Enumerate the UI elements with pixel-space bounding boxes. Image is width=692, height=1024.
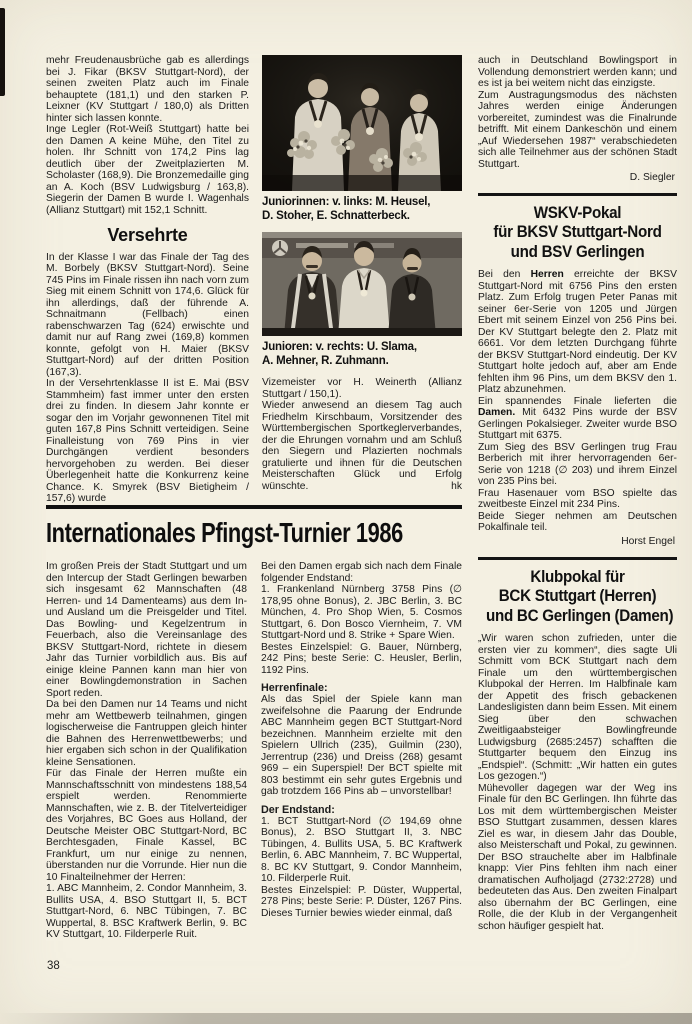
juniorinnen-photo — [262, 55, 462, 191]
right-column — [478, 55, 677, 932]
paragraph: Bestes Einzelspiel: G. Bauer, Nürnberg, 242 Pins; beste Serie: C. Heusler, Berlin, 1192 Pins. — [261, 641, 462, 676]
paragraph: Da bei den Damen nur 14 Teams und nicht mehr am Wettbewerb teilnahmen, gingen logischerweise die Fantruppen gleich hinter die Bahnen des Herrenwettbewerbs; und hier ergaben sich schon in der Qualifikation kleine Sensationen. — [46, 699, 247, 768]
paragraph: auch in Deutschland Bowlingsport in Vollendung demonstriert werden kann; und es ist ja bei weitem nicht das einzigste. — [478, 55, 677, 89]
paragraph: 1. ABC Mannheim, 2. Condor Mannheim, 3. Bullits USA, 4. BSO Stuttgart II, 5. BCT Stuttgart-Nord, 6. NBC Tübingen, 7. BC Wuppertal, 8. BSC Kraftwerk Berlin, 9. BC KV Stuttgart, 10. Filderperle Ruit. — [46, 883, 247, 940]
caption-line: Juniorinnen: v. links: M. Heusel, — [262, 196, 431, 208]
scan-bottom-shadow — [0, 1013, 692, 1024]
paragraph: mehr Freudenausbrüche gab es allerdings bei J. Fikar (BKSV Stuttgart-Nord), der seinen zweiten Platz auch im Finale behauptete (181,1) und den starken P. Leixner (KV Stuttgart / 180,0) als Dritten hinter sich lassen konnte. — [46, 55, 249, 124]
divider-rule — [478, 193, 677, 196]
photo-caption-juniorinnen — [262, 196, 462, 223]
paragraph-text: Wieder anwesend an diesem Tag auch Friedhelm Kirschbaum, Vorsitzender des Württembergischen Sportkeglerverbandes, der die Ehrungen vornahm und am Schluß den Siegern und Plazierten nochmals gratulierte und ihnen für die Deutschen Meisterschaften Glück und Erfolg wünschte. — [262, 400, 462, 492]
heading-line: für BKSV Stuttgart-Nord — [493, 223, 662, 242]
paragraph: „Wir waren schon zufrieden, unter die ersten vier zu kommen“, dies sagte Uli Schmitt vom BCK Stuttgart nach dem Finale um den württembergischen Klubpokal der Herren. Im Halbfinale kam der Appetit des frisch gebackenen Landesligisten dann beim Essen. Mit einem Sieg über den schwachen Zweitligaabsteiger Bowlingfreunde Ludwigsburg (2685:2457) schafften die Stuttgarter bequem den Einzug ins „Endspiel“. (Schmitt: „Wir hatten ein gutes Los gezogen.“) — [478, 633, 677, 783]
paragraph: Zum Sieg des BSV Gerlingen trug Frau Berberich mit ihrer hervorragenden 6er-Serie von 1218 (∅ 203) und ihrem Einzel von 235 Pins bei. — [478, 441, 677, 488]
paragraph-text: erreichte der BKSV Stuttgart-Nord mit 6756 Pins den ersten Platz. Zum Erfolg trugen Peter Panas mit seiner 6er-Serie von 1205 und Jürgen Ebert mit seinem Einzel von 256 Pins bei. Der KV Stuttgart belegte den 2. Platz mit 6661. Vor dem letzten Durchgang führte der BKSV Stuttgart-Nord eindeutig. Der KV Stuttgart holte jedoch auf, aber am Ende fehlten ihm 96 Pins, um dem BKSV den 1. Platz abzunehmen. — [478, 269, 677, 396]
paragraph: In der Versehrtenklasse II ist E. Mai (BSV Stammheim) fast immer unter den ersten drei zu finden. In diesem Jahr konnte er sogar den im Vorjahr gewonnenen Titel mit guten 167,8 Pins Schnitt verteidigen. Seine Finalleistung von 769 Pins in vier Durchgängen verdient besonders hervorgehoben zu werden. Bei dieser Überlegenheit hatte die Konkurrenz keine Chance. K. Smyrek (BSV Bietigheim / 157,6) wurde — [46, 378, 249, 505]
paragraph: Bestes Einzelspiel: P. Düster, Wuppertal, 278 Pins; beste Serie: P. Düster, 1267 Pins. Dieses Turnier bewies wieder einmal, daß — [261, 884, 462, 919]
section-heading-wskv-pokal — [478, 204, 677, 262]
paragraph: Inge Legler (Rot-Weiß Stuttgart) hatte bei den Damen A keine Mühe, den Titel zu holen. Ihr Schnitt von 174,2 Pins lag deutlich über der Zweitplazierten M. Scholaster (168,9). Die Bronzemedaille ging an A. Koch (BSV Ludwigsburg / 163,8). Siegerin der Damen B wurde I. Wagenhals (Allianz Stuttgart) mit 152,1 Schnitt. — [46, 124, 249, 216]
article-columns — [46, 561, 462, 941]
article-title — [46, 518, 462, 548]
heading-line: Klubpokal für — [530, 567, 625, 586]
bold-text: Herren — [530, 269, 564, 281]
paragraph: Mühevoller dagegen war der Weg ins Finale für den BC Gerlingen. Ihn führte das Los mit dem württembergischen Meister BSO Stuttgart zusammen, dessen klares Ziel es war, in diesem Jahr das Double, also Meisterschaft und Pokal, zu gewinnen. Der BSO strauchelte aber im Halbfinale knapp: Vier Pins fehlten ihm nach einer dramatischen Aufholjagd (2732:2728) und bedeuteten das Aus. Den zweiten Finalpart also übernahm der BC Gerlingen, eine Rolle, die der Klub in der Vergangenheit schon häufiger gespielt hat. — [478, 782, 677, 932]
pfingst-article — [46, 505, 462, 941]
bold-text: Damen. — [478, 407, 516, 419]
heading-line: BCK Stuttgart (Herren) — [498, 587, 657, 606]
page-number: 38 — [47, 960, 60, 972]
paragraph-text: Mit 6432 Pins wurde der BSV Gerlingen Pokalsieger. Zweiter wurde BSO Stuttgart mit 6375. — [478, 407, 677, 442]
paragraph: 1. BCT Stuttgart-Nord (∅ 194,69 ohne Bonus), 2. BSO Stuttgart II, 3. NBC Tübingen, 4. Bullits USA, 5. BC Kraftwerk Berlin, 6. ABC Mannheim, 7. BC Wuppertal, 8. BC KV Stuttgart, 9. Condor Mannheim, 10. Filderperle Ruit. — [261, 815, 462, 884]
pfingst-column-left — [46, 561, 247, 941]
paragraph: Frau Hasenauer vom BSO spielte das zweitbeste Einzel mit 234 Pins. — [478, 487, 677, 511]
subheading-herrenfinale: Herrenfinale: — [261, 682, 328, 694]
divider-rule — [478, 557, 677, 560]
junioren-photo — [262, 232, 462, 336]
paragraph: 1. Frankenland Nürnberg 3758 Pins (∅ 178,95 ohne Bonus), 2. JBC Berlin, 3. BC München, 4. Pro Shop Wien, 5. Cosmos Stuttgart, 6. Don Bosco Viernheim, 7. VM Stuttgart-Nord und 8. Strike + Spare Wien. — [261, 584, 462, 641]
caption-line: A. Mehner, R. Zuhmann. — [262, 354, 389, 367]
paragraph: Als das Spiel der Spiele kann man zweifelsohne die Paarung der Endrunde ABC Mannheim gegen BCT Stuttgart-Nord bezeichnen. Mannheim erzielte mit den Spielern Ullrich (235), Guilmin (230), Jerrentrup (236) und Dreiss (268) gesamt 969 – ein Superspiel! Der BCT spielte mit 803 bestimmt ein sehr gutes Ergebnis und gab trotzdem 166 Pins ab – unvorstellbar! — [261, 694, 462, 797]
heading-line: und BSV Gerlingen — [510, 242, 645, 261]
heading-line: und BC Gerlingen (Damen) — [485, 606, 674, 625]
caption-line: D. Stoher, E. Schnatterbeck. — [262, 209, 410, 222]
scan-edge-artifact — [0, 8, 5, 96]
subheading-endstand: Der Endstand: — [261, 803, 335, 816]
paragraph — [262, 400, 462, 492]
middle-column — [262, 55, 462, 492]
paragraph: Zum Austragungsmodus des nächsten Jahres werden einige Änderungen vorbereitet, zumindest was die Finalrunde betrifft. Mit einem Dankeschön und einem „Auf Wiedersehen 1987“ verabschiedeten sich alle Teilnehmer aus der schönen Stadt Stuttgart. — [478, 89, 677, 170]
paragraph-text: Ein spannendes Finale lieferten die — [478, 395, 677, 407]
paragraph-text: Bei den — [478, 269, 531, 281]
caption-line: Junioren: v. rechts: U. Slama, — [262, 341, 417, 353]
section-heading-klubpokal — [478, 568, 677, 626]
paragraph: In der Klasse I war das Finale der Tag des M. Borbely (BKSV Stuttgart-Nord). Seine 745 Pins im Finale rissen ihn nach vorn zum Sieg mit einem Schnitt von 174,6. Glück für ihn allerdings, daß der führende A. Schnaitmann (Fellbach) einen rabenschwarzen Tag (624) erwischte und damit nur auf Rang zwei (169,8) kommen konnte, gefolgt von H. Maier (BKSV Stuttgart-Nord) auf der dritten Position (167,3). — [46, 251, 249, 378]
author-signature: Horst Engel — [621, 535, 675, 547]
article-top-rule — [46, 505, 462, 509]
paragraph: Bei den Damen ergab sich nach dem Finale folgender Endstand: — [261, 561, 462, 584]
author-signature: D. Siegler — [629, 172, 675, 183]
left-column — [46, 55, 249, 505]
pfingst-column-right — [261, 561, 462, 941]
paragraph: Für das Finale der Herren mußte ein Mannschaftsschnitt von mindestens 188,54 erspielt werden. Renommierte Mannschaften, wie z. B. der Titelverteidiger des Vorjahres, BC Goes aus Holland, der Deutsche Meister OBC Stuttgart-Nord, BC Berchtesgaden, Finale Kassel, BC Frankfurt, um nur einige zu nennen, überstanden nur die Vorrunde. Hier nun die 10 Finalteilnehmer der Herren: — [46, 768, 247, 883]
paragraph: Beide Sieger nehmen am Deutschen Pokalfinale teil. — [478, 510, 677, 534]
section-heading-versehrte: Versehrte — [107, 225, 188, 245]
paragraph: Im großen Preis der Stadt Stuttgart und um den Intercup der Stadt Gerlingen bewarben sich insgesamt 62 Mannschaften (48 Herren- und 14 Damenteams) aus dem In- und Ausland um die Preisgelder und Titel. Das Bowling- und Kegelzentrum in Feuerbach, also die Vereinsanlage des BKSV Stuttgart-Nord, richtete in diesem Jahr das Turnier vorbildlich aus. Bis auf einige kleine Pannen kann man hier von einer Bowlingdemonstration in Sachen Sport reden. — [46, 561, 247, 699]
article-title-text: Internationales Pfingst-Turnier 1986 — [46, 517, 403, 548]
paragraph — [478, 396, 677, 442]
author-initials: hk — [451, 480, 462, 492]
paragraph: Vizemeister vor H. Weinerth (Allianz Stuttgart / 150,1). — [262, 377, 462, 400]
photo-caption-junioren — [262, 341, 462, 368]
paragraph — [478, 269, 677, 396]
heading-line: WSKV-Pokal — [533, 204, 622, 222]
